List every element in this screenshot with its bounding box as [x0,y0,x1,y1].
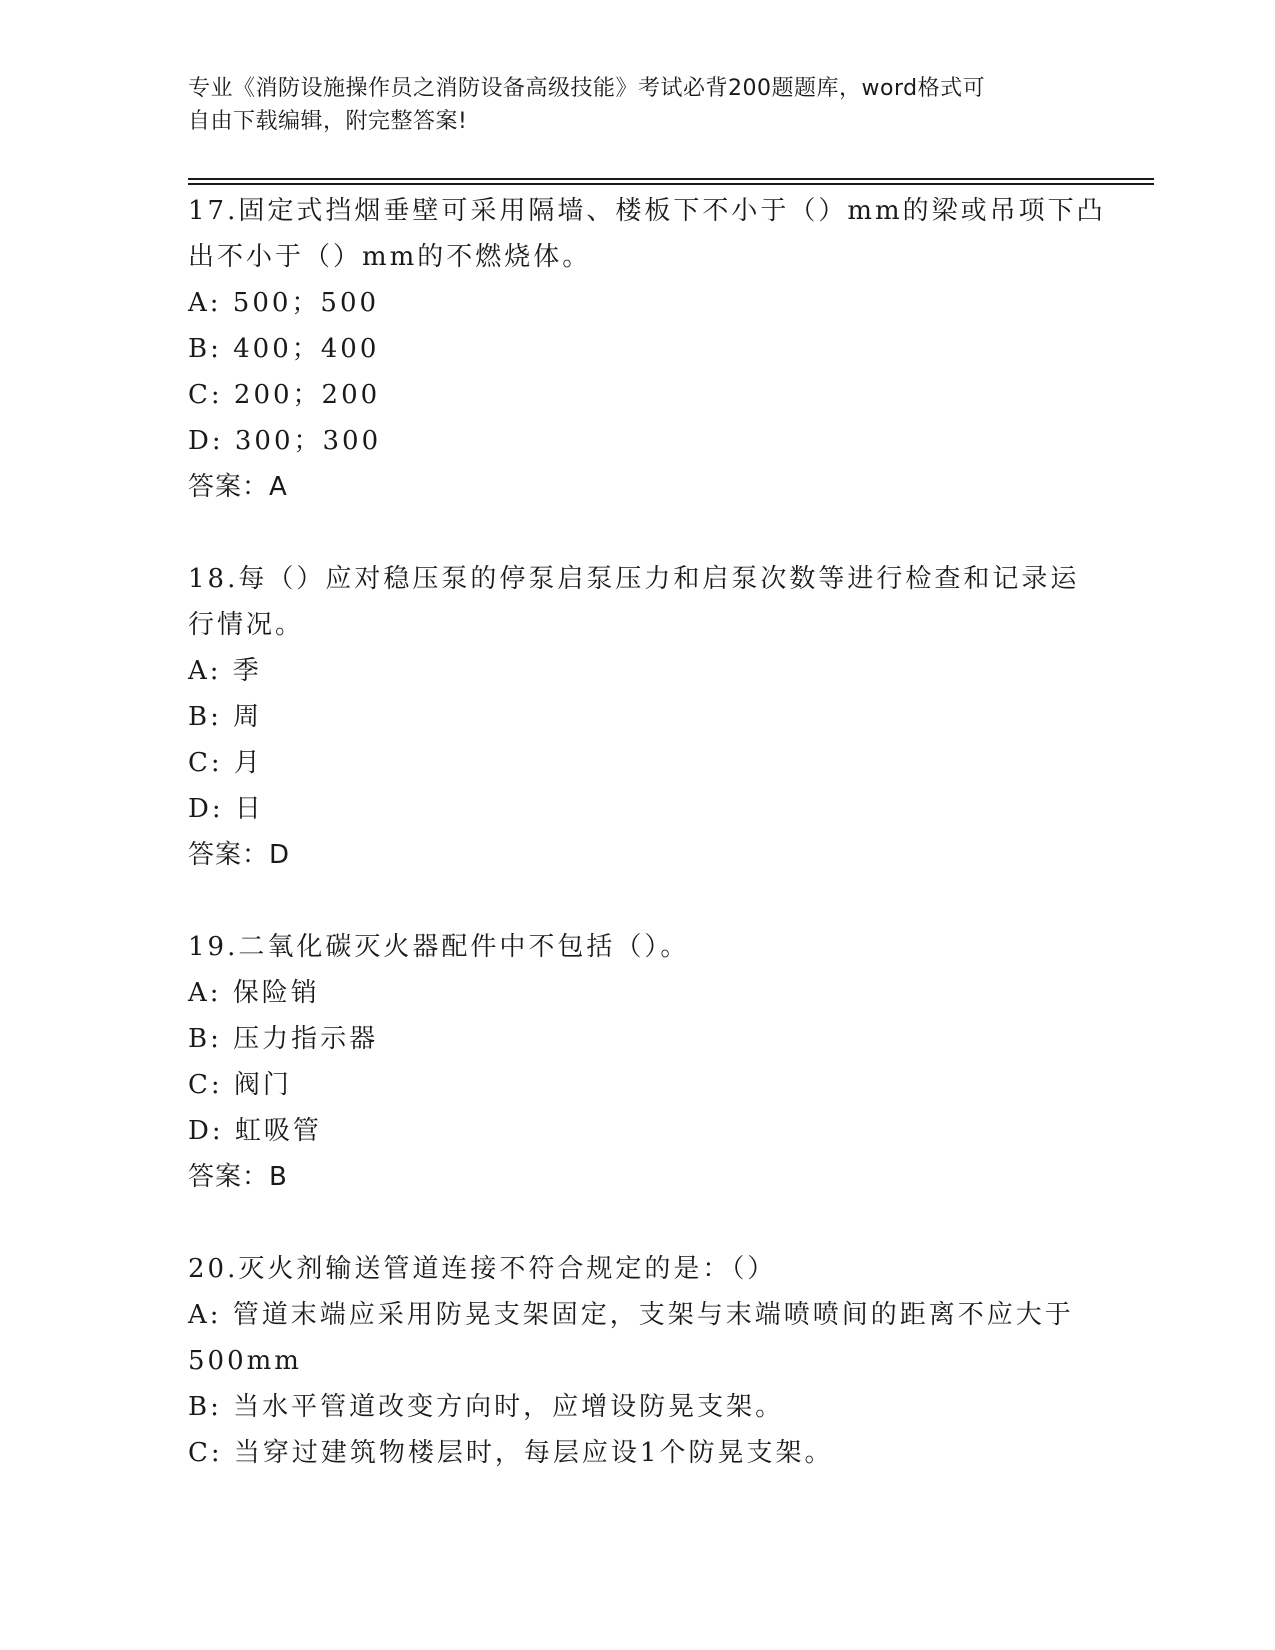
header-line-1: 专业《消防设施操作员之消防设备高级技能》考试必背200题题库，word格式可 [188,76,986,101]
option-b: B: 压力指示器 [188,1024,379,1054]
question-text-line: 18.每（）应对稳压泵的停泵启泵压力和启泵次数等进行检查和记录运 [188,564,1080,594]
question-20 [188,1246,1108,1476]
question-text-line: 行情况。 [188,610,305,640]
option-b: B: 当水平管道改变方向时，应增设防晃支架。 [188,1392,785,1422]
question-text-line: 20.灭火剂输送管道连接不符合规定的是：（） [188,1254,777,1284]
document-header [188,72,1088,138]
option-a-continued: 500mm [188,1346,302,1376]
header-rule-top [188,178,1154,180]
header-line-2: 自由下载编辑，附完整答案! [188,109,468,134]
question-text-line: 17.固定式挡烟垂壁可采用隔墙、楼板下不小于（）mm的梁或吊项下凸 [188,196,1106,226]
option-d: D: 虹吸管 [188,1116,322,1146]
option-a: A: 季 [188,656,262,686]
header-rule-bottom [188,183,1154,185]
answer-label: 答案：D [188,840,291,870]
question-list [188,188,1108,1522]
option-c: C: 月 [188,748,263,778]
option-d: D: 日 [188,794,264,824]
question-text-line: 出不小于（）mm的不燃烧体。 [188,242,592,272]
option-d: D: 300；300 [188,426,382,456]
question-19 [188,924,1108,1200]
option-a: A: 500；500 [188,288,380,318]
question-18 [188,556,1108,878]
option-c: C: 阀门 [188,1070,292,1100]
option-b: B: 周 [188,702,263,732]
answer-label: 答案：B [188,1162,288,1192]
answer-label: 答案：A [188,472,288,502]
option-b: B: 400；400 [188,334,380,364]
question-17 [188,188,1108,510]
question-text-line: 19.二氧化碳灭火器配件中不包括（）。 [188,932,690,962]
option-a: A: 保险销 [188,978,320,1008]
option-a: A: 管道末端应采用防晃支架固定，支架与末端喷喷间的距离不应大于 [188,1300,1074,1330]
option-c: C: 当穿过建筑物楼层时，每层应设1个防晃支架。 [188,1438,834,1468]
option-c: C: 200；200 [188,380,381,410]
